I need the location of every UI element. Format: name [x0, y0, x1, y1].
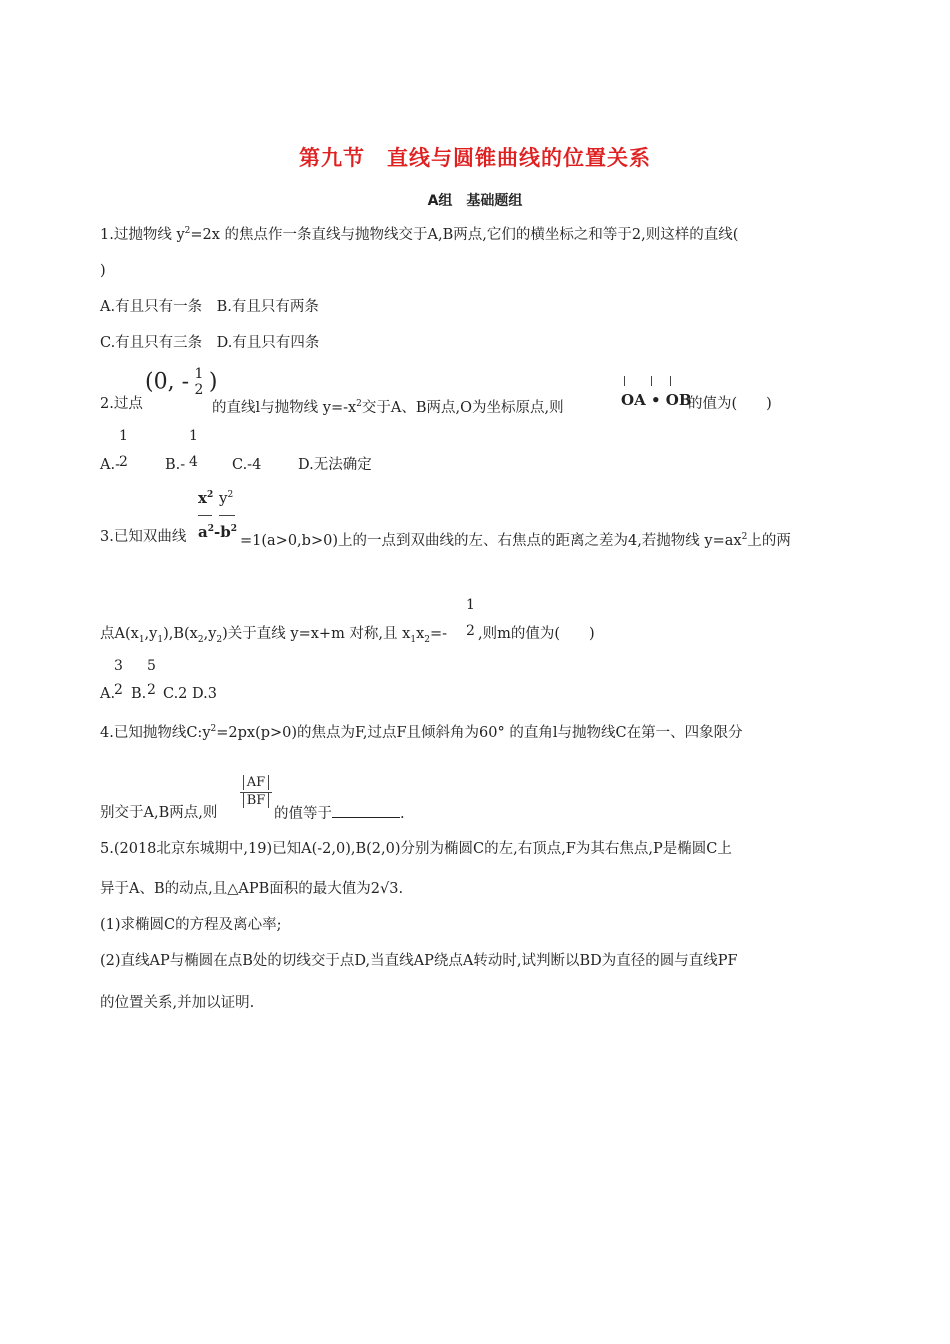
question-2-vectors [621, 391, 692, 409]
q3-option-a-fraction [114, 658, 123, 698]
hyperbola-denominators [198, 523, 237, 541]
q2-option-a [100, 455, 120, 475]
q3-frac-den: 2 [466, 623, 475, 639]
question-5-part1: (1)求椭圆C的方程及离心率; [100, 917, 282, 933]
dot-product: • [650, 391, 661, 409]
vector-arrow-mark [670, 376, 671, 386]
group-heading: A组 基础题组 [427, 193, 523, 209]
q2-post: 交于A、B两点,O为坐标原点,则 [361, 399, 564, 416]
sq-mark: 2 [230, 524, 237, 534]
q3-opt-a-den: 2 [114, 682, 123, 698]
y-var: y [219, 489, 228, 507]
q2-point-den: 2 [194, 382, 204, 398]
question-5-line1: 5.(2018北京东城期中,19)已知A(-2,0),B(2,0)分别为椭圆C的左,右顶点,F为其右焦点,P是椭圆C上 [100, 841, 732, 857]
sq-mark: 2 [207, 524, 214, 534]
question-4-line2: 别交于A,B两点,则 [100, 805, 218, 821]
q3-l2-g: =- [430, 626, 448, 642]
q1-sup: 2 [184, 226, 191, 236]
q2-mid-sup: 2 [356, 399, 362, 409]
question-1-stem-end: ) [100, 263, 106, 279]
q3-option-a-label: A. [100, 686, 116, 702]
q2-mid: 的直线l与抛物线 y=-x [212, 399, 357, 416]
q1-text-a: 1.过抛物线 y [100, 226, 185, 243]
question-4-line2-b [274, 803, 405, 824]
q2-point-open: (0, - [145, 369, 189, 395]
question-5-part2-line2: 的位置关系,并加以证明. [100, 995, 255, 1011]
q2-opt-b-num: 1 [189, 428, 198, 444]
q2-point-fraction [194, 366, 203, 398]
question-3-line2 [100, 624, 447, 650]
q2-option-b-fraction [189, 428, 198, 470]
sq-mark: 2 [227, 490, 234, 500]
question-2-point [145, 366, 217, 398]
fraction-bar [198, 515, 212, 516]
vector-ob: OB [665, 391, 692, 409]
question-1-options-ab: A.有且只有一条 B.有且只有两条 [100, 299, 319, 315]
question-4-line1 [100, 719, 743, 743]
q4-l1-b: =2px(p>0)的焦点为F,过点F且倾斜角为60° 的直角l与抛物线C在第一、四象限分 [216, 724, 743, 741]
vector-oa: OA [621, 391, 646, 409]
x-var: x [198, 489, 207, 507]
q3-post-sup: 2 [741, 532, 748, 542]
q2-option-a-fraction [119, 428, 128, 470]
q3-opt-a-num: 3 [114, 658, 123, 674]
q5-l2-a: 异于A、B的动点,且△APB面积的最大值为2 [100, 881, 380, 897]
question-1-stem [100, 221, 738, 245]
fraction-bar [219, 515, 235, 516]
q3-opt-b-den: 2 [147, 682, 156, 698]
q3-post: =1(a>0,b>0)上的一点到双曲线的左、右焦点的距离之差为4,若抛物线 y=ax [240, 532, 742, 549]
q3-opt-b-num: 5 [147, 658, 156, 674]
question-1-options-cd: C.有且只有三条 D.有且只有四条 [100, 335, 320, 351]
question-2-stem [212, 394, 564, 418]
q2-opt-a-den: 2 [119, 454, 128, 470]
q3-l2-f: x [416, 626, 425, 642]
q2-opt-b-den: 4 [189, 454, 198, 470]
q4-l2-b: 的值等于 [274, 806, 332, 822]
section-title: 第九节 直线与圆锥曲线的位置关系 [299, 146, 651, 170]
question-3-stem [240, 527, 791, 551]
a-var: a [198, 523, 208, 541]
q3-option-b-label: B. [131, 686, 147, 702]
vector-arrow-mark [651, 376, 652, 386]
hyperbola-x2-numerator [198, 489, 213, 507]
q3-post-tail: 上的两 [747, 532, 791, 549]
q3-l2-b: ,y [144, 626, 158, 642]
vector-arrow-mark [624, 376, 625, 386]
minus-sign: - [214, 523, 221, 541]
sqrt-3: √3 [380, 881, 399, 897]
sub-1: 1 [410, 634, 417, 645]
q2-option-d: D.无法确定 [298, 457, 372, 473]
q4-l2-end: . [400, 806, 405, 822]
q2-option-c: C.-4 [232, 457, 262, 473]
q2-opt-a-num: 1 [119, 428, 128, 444]
q3-l2-c: ),B(x [163, 626, 198, 642]
question-3-pre: 3.已知双曲线 [100, 529, 187, 545]
question-2-pre: 2.过点 [100, 396, 143, 412]
q1-text-b: =2x 的焦点作一条直线与抛物线交于A,B两点,它们的横坐标之和等于2,则这样的直线( [190, 226, 739, 243]
sub-2: 2 [197, 634, 204, 645]
q4-frac-num: AF [243, 775, 269, 790]
sub-1: 1 [157, 634, 164, 645]
sq-mark: 2 [206, 490, 214, 500]
q3-l2-d: ,y [203, 626, 217, 642]
q5-l2-end: . [398, 881, 404, 897]
sub-2: 2 [424, 634, 430, 645]
b-var: b [220, 523, 231, 541]
q2-option-b [165, 455, 185, 475]
q2-point-num: 1 [194, 366, 204, 382]
q4-frac-den: BF [243, 793, 270, 808]
q4-ratio-fraction [240, 775, 272, 808]
question-5-part2-line1: (2)直线AP与椭圆在点B处的切线交于点D,当直线AP绕点A转动时,试判断以BD为直径的圆与直线PF [100, 953, 738, 969]
q2-point-close: ) [208, 369, 218, 395]
question-2-tail: 的值为( ) [688, 396, 772, 412]
sub-1: 1 [138, 634, 145, 645]
q3-product-fraction [466, 597, 475, 639]
sub-2: 2 [216, 634, 223, 645]
q4-l1-a: 4.已知抛物线C:y [100, 724, 211, 741]
q3-frac-num: 1 [466, 597, 475, 613]
q2-opt-a-label: A.- [100, 457, 120, 473]
question-5-line2 [100, 879, 403, 899]
hyperbola-y2-numerator [219, 489, 233, 507]
question-3-line2-end: ,则m的值为( ) [478, 626, 595, 642]
q3-l2-e: )关于直线 y=x+m 对称,且 x [222, 626, 411, 642]
q3-options-cd: C.2 D.3 [163, 686, 217, 702]
q2-opt-b-label: B.- [165, 457, 186, 473]
answer-blank[interactable] [332, 803, 400, 818]
q4-l1-sup: 2 [210, 724, 217, 734]
q3-l2-a: 点A(x [100, 626, 139, 642]
q3-option-b-fraction [147, 658, 156, 698]
